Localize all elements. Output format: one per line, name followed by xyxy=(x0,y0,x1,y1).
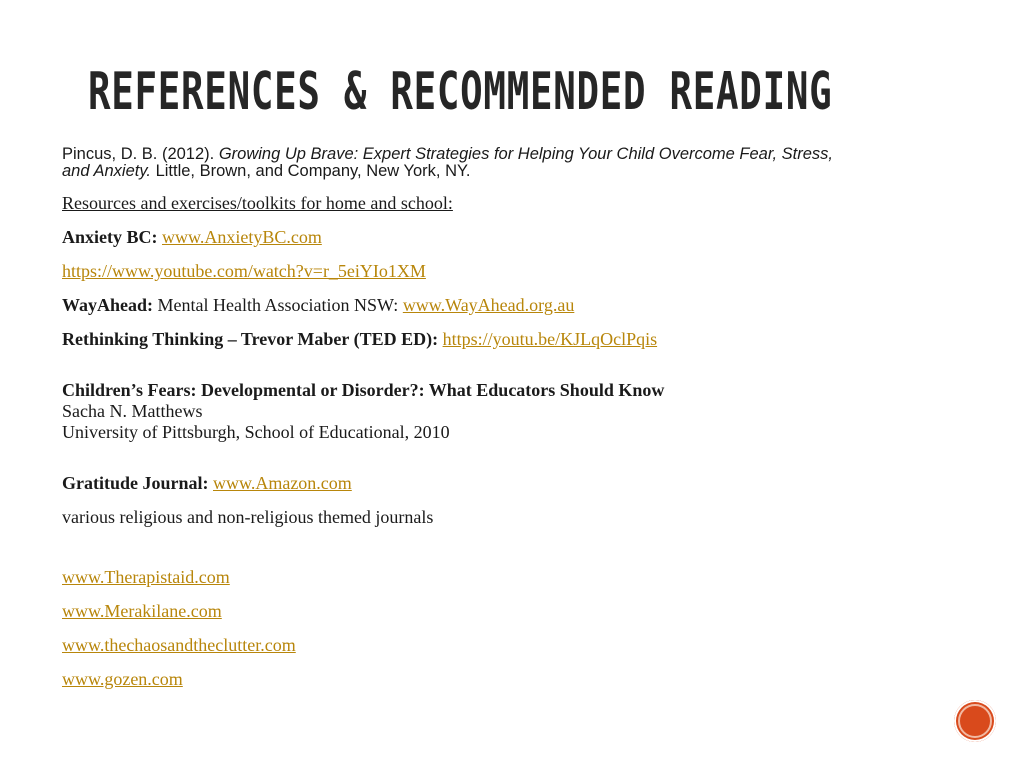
reference-citation xyxy=(62,146,972,180)
website-link-gozen[interactable]: www.gozen.com xyxy=(62,669,183,689)
circle-nav-icon[interactable] xyxy=(954,700,996,742)
rethinking-row xyxy=(62,329,972,350)
rethinking-label: Rethinking Thinking – Trevor Maber (TED ED): xyxy=(62,329,439,349)
youtube-row xyxy=(62,261,972,282)
website-row xyxy=(62,669,972,690)
wayahead-row xyxy=(62,295,972,316)
content-body xyxy=(62,146,972,690)
website-row xyxy=(62,601,972,622)
resources-heading: Resources and exercises/toolkits for home and school: xyxy=(62,193,453,213)
anxiety-bc-label: Anxiety BC: xyxy=(62,227,158,247)
website-row xyxy=(62,567,972,588)
website-link-merakilane[interactable]: www.Merakilane.com xyxy=(62,601,222,621)
childrens-fears-institution: University of Pittsburgh, School of Educational, 2010 xyxy=(62,422,450,442)
wayahead-label: WayAhead: xyxy=(62,295,154,315)
childrens-fears-author: Sacha N. Matthews xyxy=(62,401,203,421)
website-link-therapistaid[interactable]: www.Therapistaid.com xyxy=(62,567,230,587)
anxiety-bc-link[interactable]: www.AnxietyBC.com xyxy=(162,227,322,247)
anxiety-bc-row xyxy=(62,227,972,248)
wayahead-text: Mental Health Association NSW: xyxy=(153,295,403,315)
reference-publisher: Little, Brown, and Company, New York, NY. xyxy=(150,162,471,180)
gratitude-description: various religious and non-religious themed journals xyxy=(62,507,434,527)
youtube-link[interactable]: https://www.youtube.com/watch?v=r_5eiYIo1XM xyxy=(62,261,426,281)
childrens-fears-title: Children’s Fears: Developmental or Disorder?: What Educators Should Know xyxy=(62,380,665,400)
reference-book-title-line2: and Anxiety. xyxy=(62,162,151,180)
website-link-chaosandclutter[interactable]: www.thechaosandtheclutter.com xyxy=(62,635,296,655)
gratitude-link[interactable]: www.Amazon.com xyxy=(213,473,352,493)
gratitude-row xyxy=(62,473,972,494)
reference-prefix: Pincus, D. B. (2012). xyxy=(62,145,219,163)
page-title: REFERENCES & RECOMMENDED READING xyxy=(88,62,833,122)
rethinking-link[interactable]: https://youtu.be/KJLqOclPqis xyxy=(442,329,658,349)
wayahead-link[interactable]: www.WayAhead.org.au xyxy=(402,295,575,315)
website-row xyxy=(62,635,972,656)
gratitude-label: Gratitude Journal: xyxy=(62,473,209,493)
reference-book-title-line1: Growing Up Brave: Expert Strategies for Helping Your Child Overcome Fear, Stress, xyxy=(218,145,833,163)
